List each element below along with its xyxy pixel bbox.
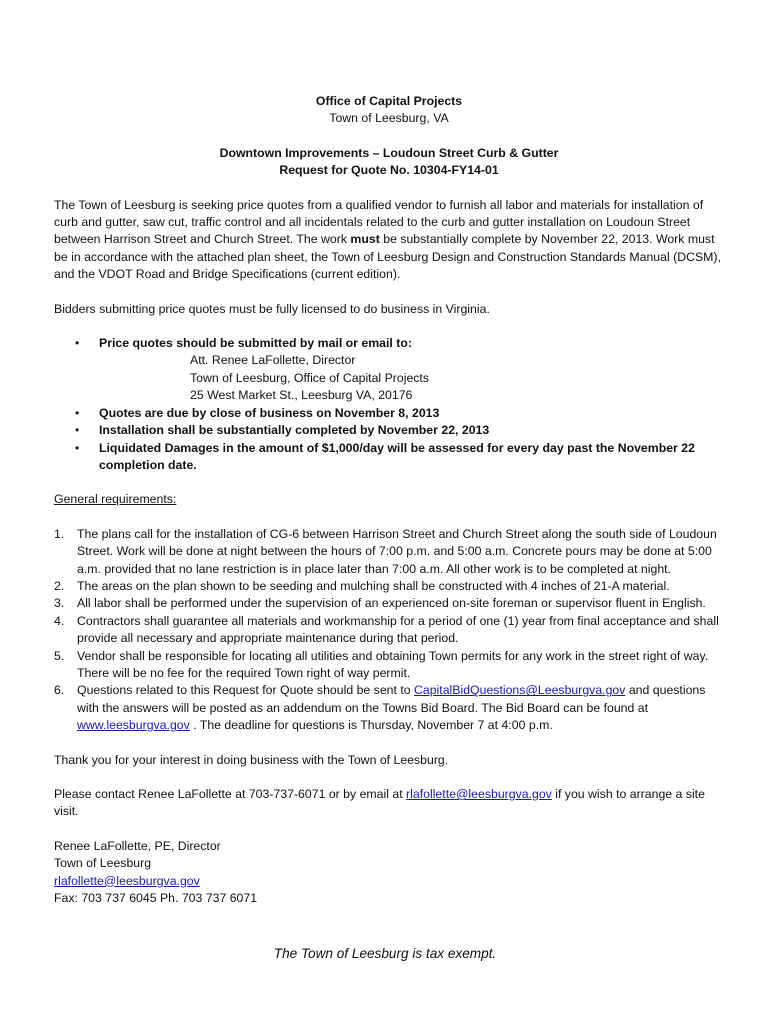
general-requirements-heading: General requirements: [54,492,177,507]
bullet-item [54,440,724,475]
signature-block [54,838,724,908]
bullet-item [54,405,724,422]
contact-paragraph [54,786,724,821]
requirement-text: . The deadline for questions is Thursday, November 7 at 4:00 p.m. [189,718,553,733]
requirement-text: and questions with the answers will be posted as an addendum on the Towns Bid Board. The Bid Board can be found at [77,683,706,715]
bullet-icon: • [75,336,80,351]
bullet-icon: • [75,440,80,455]
requirement-item [54,526,724,578]
address-line: 25 West Market St., Leesburg VA, 20176 [190,388,413,403]
bullet-item [54,422,724,439]
contact-text: Please contact Renee LaFollette at 703-737-6071 or by email at [54,787,407,801]
intro-text-2: be substantially complete by November 22, 2013. Work must be in accordance with the attached plan sheet, the Town of Leesburg Design and Construction Standards Manual (DCSM), and the VDOT Road and Bridge Specifications (current edition). [54,232,721,282]
damages-text: Liquidated Damages in the amount of $1,000/day will be assessed for every day past the November 22 completion date. [99,440,695,472]
bullet-icon: • [75,423,80,438]
submit-heading: Price quotes should be submitted by mail or email to: [99,336,412,351]
submission-bullets [54,335,724,474]
intro-paragraph [54,197,724,284]
office-title: Office of Capital Projects [315,94,463,108]
thanks-paragraph: Thank you for your interest in doing business with the Town of Leesburg. [54,752,449,767]
completion-text: Installation shall be substantially completed by November 22, 2013 [99,423,490,438]
requirement-text: Contractors shall guarantee all materials and workmanship for a period of one (1) year from final acceptance and shall provide all necessary and appropriate maintenance during that period. [77,613,719,646]
intro-text-1: The Town of Leesburg is seeking price quotes from a qualified vendor to furnish all labor and materials for installation of curb and gutter, saw cut, traffic control and all incidentals related to the curb and gutter installation on Loudoun Street between Harrison Street and Church Street. The work [54,197,704,247]
requirement-number: 5. [54,648,65,663]
document-body [54,93,724,907]
bid-questions-email-link[interactable]: CapitalBidQuestions@Leesburgva.gov [414,683,626,698]
project-title: Downtown Improvements – Loudoun Street Curb & Gutter [219,145,559,160]
requirement-item [54,648,724,683]
bullet-icon: • [75,405,80,420]
licensing-paragraph: Bidders submitting price quotes must be fully licensed to do business in Virginia. [54,301,490,316]
tax-exempt-note: The Town of Leesburg is tax exempt. [273,946,497,961]
address-line: Town of Leesburg, Office of Capital Projects [190,370,430,385]
contact-text: if you wish to arrange a site visit. [54,787,705,819]
requirement-text: Questions related to this Request for Quote should be sent to [77,683,414,698]
requirements-list [54,526,724,735]
requirement-number: 3. [54,596,65,611]
bullet-item [54,335,724,405]
intro-emphasis: must [350,232,380,247]
requirement-text: All labor shall be performed under the supervision of an experienced on-site foreman or supervisor fluent in English. [77,596,706,611]
requirement-item [54,682,724,734]
requirement-number: 4. [54,613,65,628]
rfq-number: Request for Quote No. 10304-FY14-01 [279,163,499,178]
requirement-text: Vendor shall be responsible for locating all utilities and obtaining Town permits for any work in the street right of way. There will be no fee for the required Town right of way permit. [77,648,709,680]
requirement-item [54,595,724,612]
requirement-number: 6. [54,683,65,698]
town-subtitle: Town of Leesburg, VA [329,111,449,126]
signature-name: Renee LaFollette, PE, Director [54,838,221,853]
requirement-item [54,613,724,648]
signature-phones: Fax: 703 737 6045 Ph. 703 737 6071 [54,891,258,906]
signature-email-link[interactable]: rlafollette@leesburgva.gov [54,873,200,888]
town-website-link[interactable]: www.leesburgva.gov [77,718,190,733]
requirement-text: The areas on the plan shown to be seeding and mulching shall be constructed with 4 inches of 21-A material. [77,578,670,593]
requirement-number: 1. [54,526,65,541]
requirement-text: The plans call for the installation of CG-6 between Harrison Street and Church Street along the south side of Loudoun Street. Work will be done at night between the hours of 7:00 p.m. and 5:00 a.m. Concrete pours may be done at 5:00 a.m. provided that no lane restriction is in place later than 7:00 a.m. All other work is to be completed at night. [77,526,717,576]
requirement-number: 2. [54,578,65,593]
signature-org: Town of Leesburg [54,856,152,871]
due-date-text: Quotes are due by close of business on November 8, 2013 [99,405,440,420]
contact-email-link[interactable]: rlafollette@leesburgva.gov [406,787,552,801]
requirement-item [54,578,724,595]
address-line: Att. Renee LaFollette, Director [190,353,356,368]
